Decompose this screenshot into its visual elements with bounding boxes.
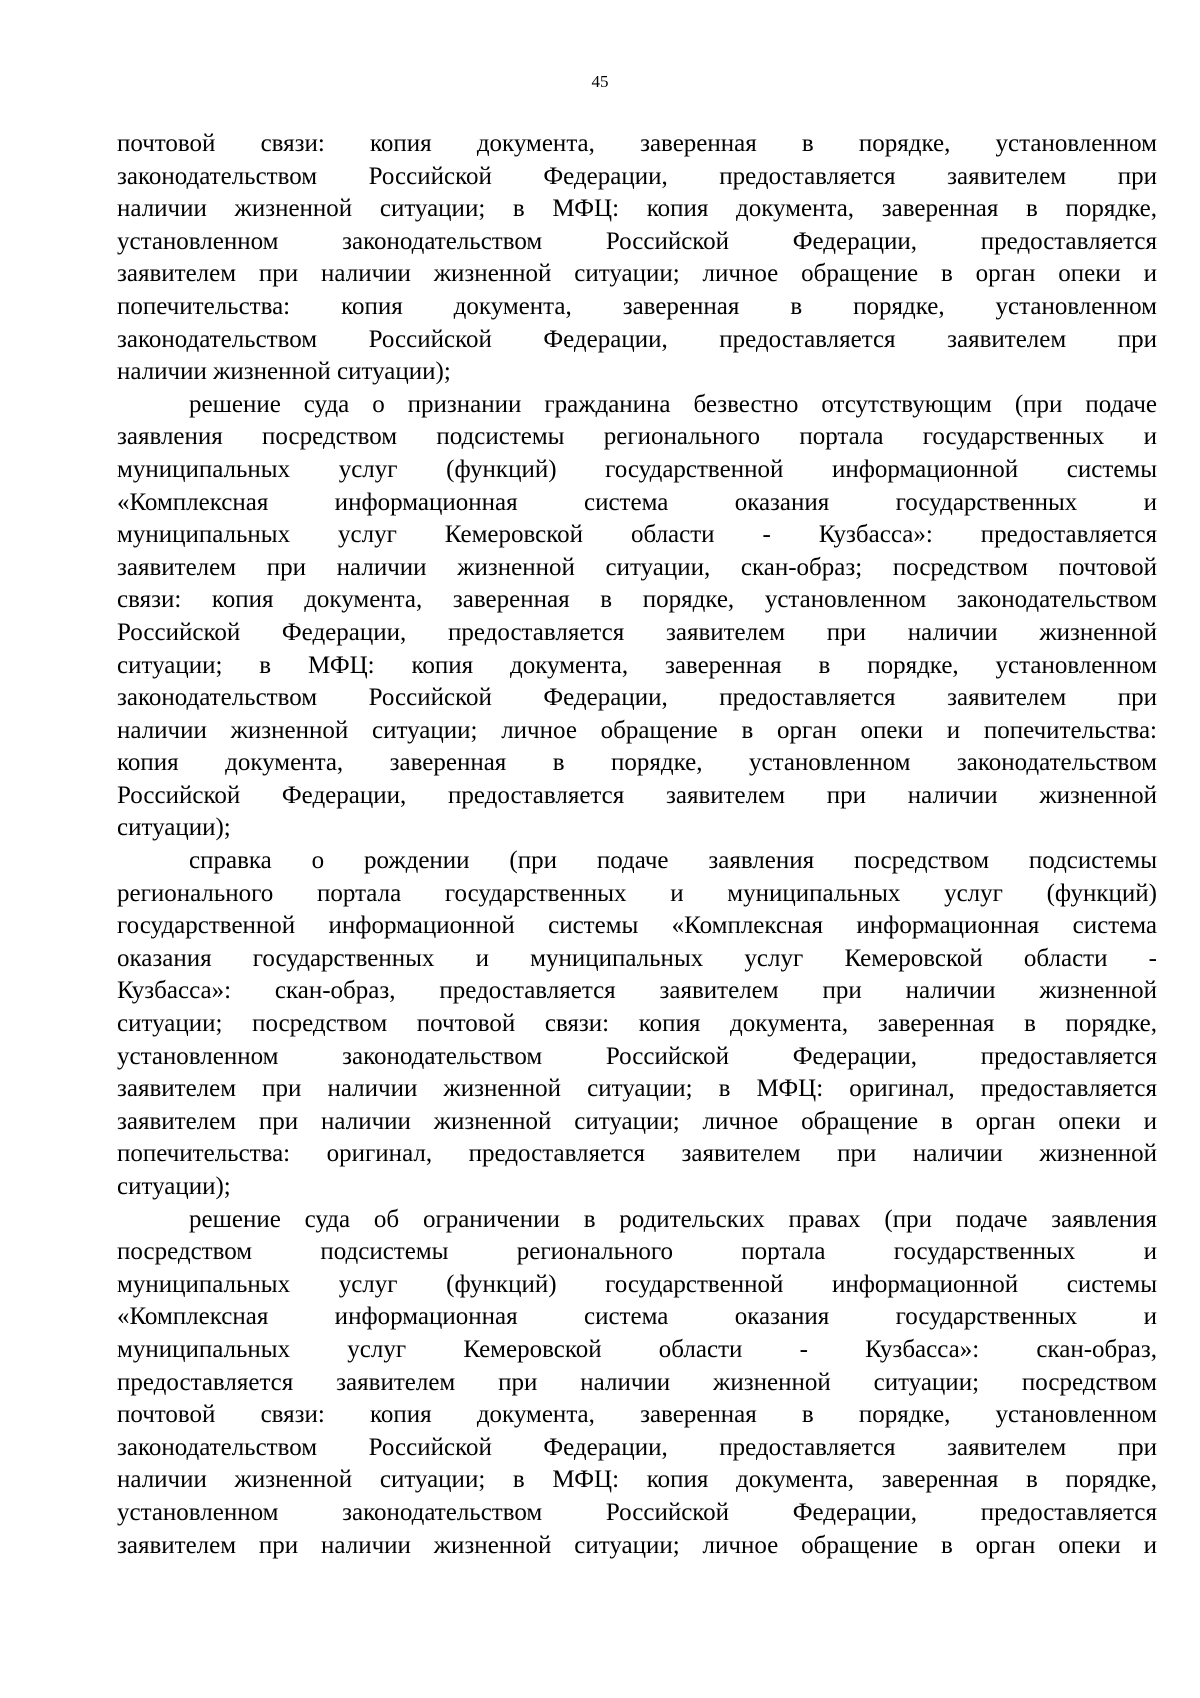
- paragraph-line: почтовой связи: копия документа, заверенная в порядке, установленном: [117, 1401, 1157, 1429]
- paragraph-line: наличии жизненной ситуации; в МФЦ: копия документа, заверенная в порядке,: [117, 195, 1157, 223]
- paragraph-line: заявителем при наличии жизненной ситуации, скан-образ; посредством почтовой: [117, 553, 1157, 581]
- paragraph: [117, 845, 1157, 1204]
- paragraph-line: справка о рождении (при подаче заявления посредством подсистемы: [189, 847, 1157, 875]
- paragraph-line: «Комплексная информационная система оказания государственных и: [117, 488, 1157, 516]
- paragraph-line: оказания государственных и муниципальных услуг Кемеровской области -: [117, 944, 1157, 972]
- paragraph-line: заявителем при наличии жизненной ситуации; личное обращение в орган опеки и: [117, 260, 1157, 288]
- paragraph-line: законодательством Российской Федерации, предоставляется заявителем при: [117, 684, 1157, 712]
- paragraph-line: законодательством Российской Федерации, предоставляется заявителем при: [117, 162, 1157, 190]
- paragraph-line: заявителем при наличии жизненной ситуации; личное обращение в орган опеки и: [117, 1531, 1157, 1559]
- page-number: 45: [591, 72, 609, 91]
- paragraph-line: связи: копия документа, заверенная в порядке, установленном законодательством: [117, 586, 1157, 614]
- paragraph-line: почтовой связи: копия документа, заверенная в порядке, установленном: [117, 130, 1157, 157]
- paragraph-line: ситуации; в МФЦ: копия документа, заверенная в порядке, установленном: [117, 651, 1157, 679]
- paragraph-line: «Комплексная информационная система оказания государственных и: [117, 1303, 1157, 1331]
- paragraph-line: наличии жизненной ситуации; личное обращение в орган опеки и попечительства:: [117, 716, 1157, 744]
- paragraph-line: установленном законодательством Российской Федерации, предоставляется: [117, 227, 1157, 255]
- paragraph-line: законодательством Российской Федерации, предоставляется заявителем при: [117, 1433, 1157, 1461]
- paragraph-line: законодательством Российской Федерации, предоставляется заявителем при: [117, 325, 1157, 353]
- paragraph-line: посредством подсистемы регионального портала государственных и: [117, 1238, 1157, 1266]
- paragraph: [117, 1204, 1157, 1563]
- paragraph-line: заявителем при наличии жизненной ситуации; в МФЦ: оригинал, предоставляется: [117, 1075, 1157, 1103]
- paragraph-line: ситуации);: [117, 814, 231, 842]
- paragraph: [117, 128, 1157, 389]
- paragraph-line: муниципальных услуг Кемеровской области - Кузбасса»: скан-образ,: [117, 1335, 1157, 1363]
- paragraph-line: решение суда о признании гражданина безвестно отсутствующим (при подаче: [189, 390, 1157, 418]
- paragraph-line: муниципальных услуг (функций) государственной информационной системы: [117, 455, 1157, 483]
- paragraph-line: ситуации; посредством почтовой связи: копия документа, заверенная в порядке,: [117, 1010, 1157, 1038]
- paragraph-line: заявления посредством подсистемы регионального портала государственных и: [117, 423, 1157, 451]
- paragraph-line: предоставляется заявителем при наличии жизненной ситуации; посредством: [117, 1368, 1157, 1396]
- paragraph-line: Российской Федерации, предоставляется заявителем при наличии жизненной: [117, 781, 1157, 809]
- paragraph-line: Российской Федерации, предоставляется заявителем при наличии жизненной: [117, 618, 1157, 646]
- paragraph-line: установленном законодательством Российской Федерации, предоставляется: [117, 1498, 1157, 1526]
- document-body: [117, 128, 1157, 1562]
- paragraph-line: наличии жизненной ситуации; в МФЦ: копия документа, заверенная в порядке,: [117, 1466, 1157, 1494]
- paragraph-line: попечительства: копия документа, заверенная в порядке, установленном: [117, 292, 1157, 320]
- paragraph: [117, 389, 1157, 845]
- paragraph-line: копия документа, заверенная в порядке, установленном законодательством: [117, 749, 1157, 777]
- paragraph-line: решение суда об ограничении в родительских правах (при подаче заявления: [189, 1205, 1157, 1233]
- paragraph-line: регионального портала государственных и муниципальных услуг (функций): [117, 879, 1157, 907]
- paragraph-line: муниципальных услуг Кемеровской области - Кузбасса»: предоставляется: [117, 521, 1157, 549]
- paragraph-line: государственной информационной системы «Комплексная информационная система: [117, 912, 1157, 940]
- paragraph-line: ситуации);: [117, 1173, 231, 1200]
- paragraph-line: заявителем при наличии жизненной ситуации; личное обращение в орган опеки и: [117, 1107, 1157, 1135]
- paragraph-line: установленном законодательством Российской Федерации, предоставляется: [117, 1042, 1157, 1070]
- paragraph-line: попечительства: оригинал, предоставляется заявителем при наличии жизненной: [117, 1140, 1157, 1168]
- paragraph-line: муниципальных услуг (функций) государственной информационной системы: [117, 1270, 1157, 1298]
- paragraph-line: Кузбасса»: скан-образ, предоставляется заявителем при наличии жизненной: [117, 977, 1157, 1005]
- paragraph-line: наличии жизненной ситуации);: [117, 358, 451, 386]
